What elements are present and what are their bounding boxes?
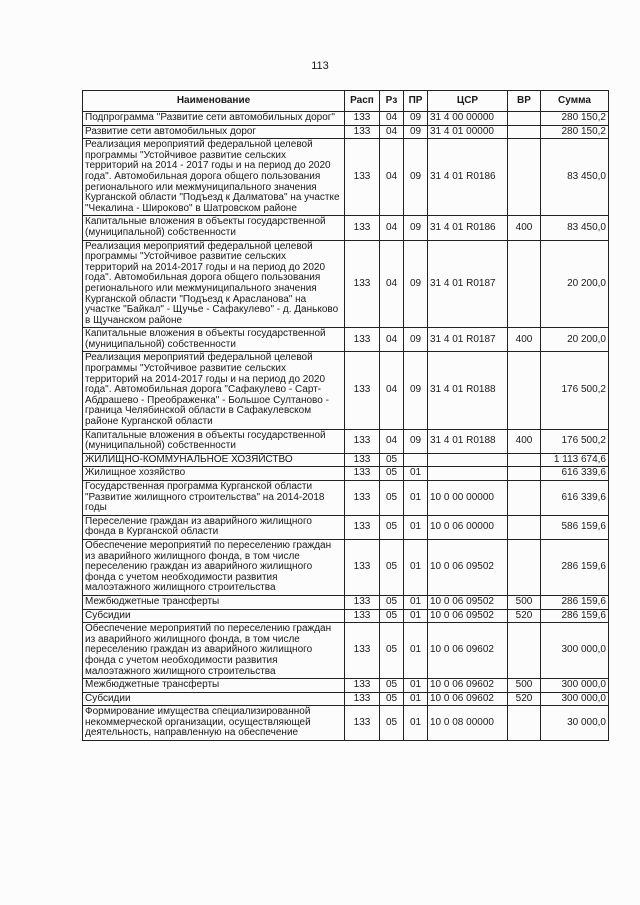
cell-name: Капитальные вложения в объекты государственной (муниципальной) собственности [83,328,345,352]
table-row [83,515,609,539]
cell-name: Обеспечение мероприятий по переселению граждан из аварийного жилищного фонда, в том числе переселению граждан из аварийного жилищного фонда с учетом необходимости развития малоэтажного жилищного строительства [83,539,345,595]
cell-name: Капитальные вложения в объекты государственной (муниципальной) собственности [83,429,345,453]
cell-csr: 10 0 06 09602 [428,679,508,693]
table-row [83,240,609,328]
header-rz: Рз [380,91,404,112]
cell-name: Субсидии [83,692,345,706]
cell-rasp: 133 [345,679,380,693]
cell-pr: 01 [404,595,428,609]
cell-pr: 01 [404,539,428,595]
cell-name: Переселение граждан из аварийного жилищного фонда в Курганской области [83,515,345,539]
cell-csr: 31 4 00 00000 [428,112,508,126]
cell-pr: 01 [404,481,428,516]
cell-rasp: 133 [345,112,380,126]
cell-rz: 05 [380,539,404,595]
table-row [83,679,609,693]
cell-rz: 04 [380,216,404,240]
cell-sum: 83 450,0 [541,216,609,240]
cell-rz: 04 [380,429,404,453]
cell-pr: 09 [404,139,428,216]
cell-csr: 31 4 01 00000 [428,125,508,139]
cell-rasp: 133 [345,515,380,539]
cell-sum: 616 339,6 [541,467,609,481]
cell-pr: 09 [404,125,428,139]
table-row [83,706,609,741]
cell-rasp: 133 [345,467,380,481]
cell-rz: 04 [380,328,404,352]
cell-rasp: 133 [345,352,380,429]
cell-vr: 520 [508,609,541,623]
cell-csr: 10 0 06 00000 [428,515,508,539]
cell-csr: 31 4 01 R0188 [428,429,508,453]
cell-sum: 83 450,0 [541,139,609,216]
table-row [83,125,609,139]
table-row [83,453,609,467]
cell-rz: 04 [380,112,404,126]
cell-csr: 10 0 06 09602 [428,692,508,706]
cell-sum: 176 500,2 [541,352,609,429]
cell-csr: 31 4 01 R0186 [428,139,508,216]
cell-name: Государственная программа Курганской области "Развитие жилищного строительства" на 2014-2018 годы [83,481,345,516]
cell-vr: 400 [508,216,541,240]
cell-sum: 286 159,6 [541,609,609,623]
cell-sum: 280 150,2 [541,112,609,126]
cell-rz: 05 [380,467,404,481]
cell-rz: 04 [380,139,404,216]
cell-sum: 616 339,6 [541,481,609,516]
cell-name: Подпрограмма "Развитие сети автомобильных дорог" [83,112,345,126]
cell-sum: 20 200,0 [541,328,609,352]
cell-vr [508,352,541,429]
cell-pr: 01 [404,623,428,679]
cell-rasp: 133 [345,139,380,216]
cell-csr: 31 4 01 R0187 [428,328,508,352]
table-row [83,692,609,706]
cell-name: Реализация мероприятий федеральной целевой программы "Устойчивое развитие сельских территорий на 2014-2017 годы и на период до 2020 года". Автомобильная дорога общего пользования регионального или межмуниципального значения Курганской области "Подъезд к Арасланова" на участке "Байкал" - Щучье - Сафакулево" - д. Даньково в Щучанском районе [83,240,345,328]
cell-vr [508,112,541,126]
cell-vr [508,240,541,328]
cell-pr: 01 [404,692,428,706]
cell-name: Формирование имущества специализированной некоммерческой организации, осуществляющей деятельность, направленную на обеспечение [83,706,345,741]
cell-pr: 09 [404,429,428,453]
cell-vr [508,706,541,741]
cell-csr: 10 0 00 00000 [428,481,508,516]
cell-name: Развитие сети автомобильных дорог [83,125,345,139]
cell-name: Реализация мероприятий федеральной целевой программы "Устойчивое развитие сельских территорий на 2014-2017 годы и на период до 2020 года". Автомобильная дорога "Сафакулево - Сарт-Абдрашево - Преображенка" - Большое Султаново - граница Челябинской области в Сафакулевском районе Курганской области [83,352,345,429]
cell-csr: 10 0 06 09502 [428,539,508,595]
cell-pr: 01 [404,609,428,623]
page-number: 113 [311,60,329,72]
cell-rz: 04 [380,125,404,139]
cell-name: Капитальные вложения в объекты государственной (муниципальной) собственности [83,216,345,240]
cell-pr: 09 [404,112,428,126]
cell-rasp: 133 [345,539,380,595]
cell-rasp: 133 [345,216,380,240]
cell-sum: 300 000,0 [541,692,609,706]
table-row [83,112,609,126]
table-row [83,352,609,429]
cell-rz: 05 [380,453,404,467]
cell-rasp: 133 [345,328,380,352]
cell-rasp: 133 [345,609,380,623]
header-csr: ЦСР [428,91,508,112]
cell-name: Жилищное хозяйство [83,467,345,481]
header-rasp: Расп [345,91,380,112]
cell-vr [508,515,541,539]
cell-rz: 05 [380,679,404,693]
cell-rz: 05 [380,515,404,539]
cell-sum: 586 159,6 [541,515,609,539]
table-header-row [83,91,609,112]
cell-sum: 30 000,0 [541,706,609,741]
cell-pr: 01 [404,679,428,693]
table-row [83,481,609,516]
cell-vr [508,539,541,595]
cell-vr [508,467,541,481]
cell-rasp: 133 [345,706,380,741]
cell-name: Реализация мероприятий федеральной целевой программы "Устойчивое развитие сельских территорий на 2014 - 2017 годы и на период до 2020 года". Автомобильная дорога общего пользования регионального или межмуниципального значения Курганской области "Подъезд к Далматова" на участке "Чекалина - Широково" в Шатровском районе [83,139,345,216]
cell-rz: 05 [380,595,404,609]
header-name: Наименование [83,91,345,112]
cell-csr: 10 0 06 09502 [428,595,508,609]
cell-rasp: 133 [345,481,380,516]
cell-vr: 500 [508,679,541,693]
table-row [83,429,609,453]
cell-vr [508,139,541,216]
cell-rasp: 133 [345,453,380,467]
cell-sum: 286 159,6 [541,595,609,609]
cell-csr [428,453,508,467]
table-row [83,609,609,623]
cell-csr: 10 0 06 09502 [428,609,508,623]
cell-vr: 520 [508,692,541,706]
cell-rz: 05 [380,481,404,516]
cell-sum: 280 150,2 [541,125,609,139]
table-row [83,467,609,481]
cell-vr [508,125,541,139]
cell-name: Обеспечение мероприятий по переселению граждан из аварийного жилищного фонда, в том числе переселению граждан из аварийного жилищного фонда с учетом необходимости развития малоэтажного жилищного строительства [83,623,345,679]
cell-rz: 05 [380,706,404,741]
cell-rasp: 133 [345,125,380,139]
table-row [83,539,609,595]
cell-vr: 400 [508,328,541,352]
cell-name: Межбюджетные трансферты [83,595,345,609]
cell-csr: 31 4 01 R0187 [428,240,508,328]
cell-sum: 300 000,0 [541,679,609,693]
cell-rasp: 133 [345,595,380,609]
cell-rasp: 133 [345,623,380,679]
cell-rz: 05 [380,623,404,679]
cell-rasp: 133 [345,692,380,706]
cell-vr: 400 [508,429,541,453]
cell-name: Межбюджетные трансферты [83,679,345,693]
cell-name: ЖИЛИЩНО-КОММУНАЛЬНОЕ ХОЗЯЙСТВО [83,453,345,467]
cell-sum: 176 500,2 [541,429,609,453]
budget-table [82,90,609,741]
cell-rz: 05 [380,692,404,706]
cell-vr [508,453,541,467]
table-row [83,595,609,609]
cell-pr: 01 [404,467,428,481]
table-row [83,216,609,240]
cell-sum: 1 113 674,6 [541,453,609,467]
header-pr: ПР [404,91,428,112]
cell-pr [404,453,428,467]
cell-rasp: 133 [345,429,380,453]
cell-vr: 500 [508,595,541,609]
cell-csr: 10 0 08 00000 [428,706,508,741]
cell-vr [508,481,541,516]
cell-pr: 01 [404,706,428,741]
cell-sum: 286 159,6 [541,539,609,595]
cell-sum: 300 000,0 [541,623,609,679]
cell-name: Субсидии [83,609,345,623]
cell-rz: 04 [380,352,404,429]
cell-pr: 09 [404,352,428,429]
cell-csr: 31 4 01 R0188 [428,352,508,429]
cell-rz: 04 [380,240,404,328]
cell-pr: 09 [404,240,428,328]
cell-csr: 10 0 06 09602 [428,623,508,679]
table-row [83,328,609,352]
cell-pr: 01 [404,515,428,539]
cell-csr [428,467,508,481]
header-sum: Сумма [541,91,609,112]
cell-sum: 20 200,0 [541,240,609,328]
cell-pr: 09 [404,328,428,352]
table-row [83,139,609,216]
header-vr: ВР [508,91,541,112]
cell-vr [508,623,541,679]
cell-rz: 05 [380,609,404,623]
table-row [83,623,609,679]
cell-rasp: 133 [345,240,380,328]
cell-csr: 31 4 01 R0186 [428,216,508,240]
cell-pr: 09 [404,216,428,240]
